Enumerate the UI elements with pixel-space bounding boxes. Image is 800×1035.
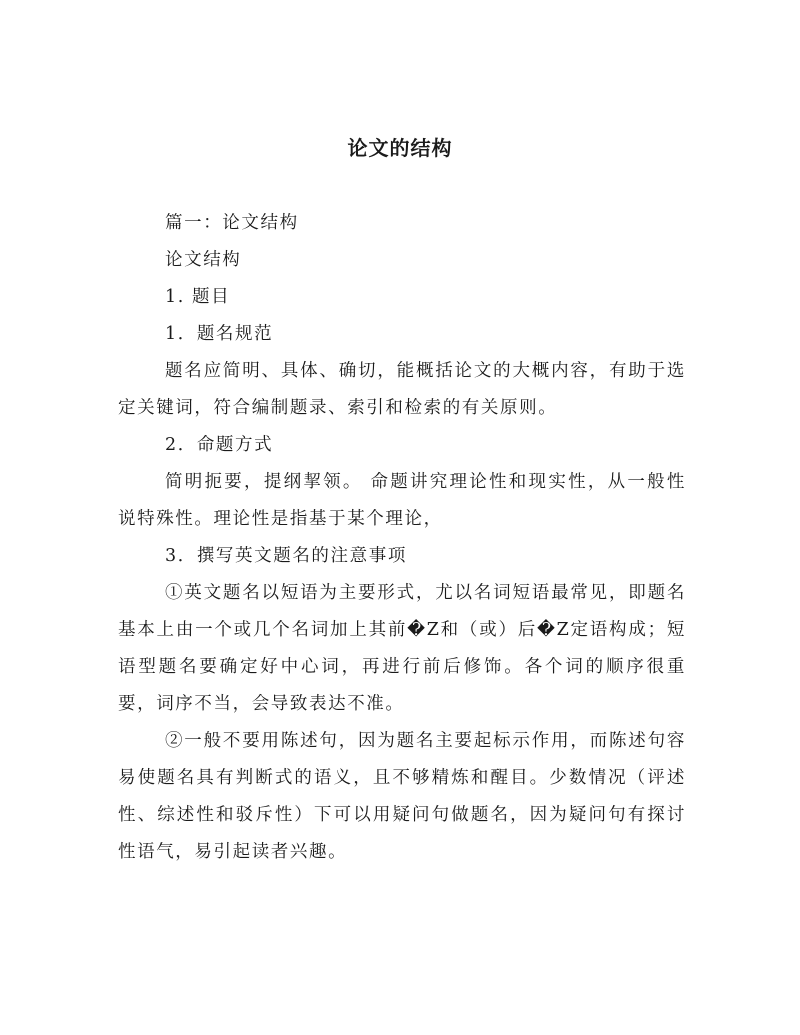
paragraph: 3．撰写英文题名的注意事项 <box>165 546 407 566</box>
paragraph: 2．命题方式 <box>165 435 274 455</box>
paragraph: 篇一：论文结构 <box>165 213 299 233</box>
paragraph: 论文结构 <box>165 250 242 270</box>
document-title: 论文的结构 <box>347 136 453 160</box>
paragraph: 1. 题目 <box>165 287 231 307</box>
paragraph: ①英文题名以短语为主要形式，尤以名词短语最常见，即题名基本上由一个或几个名词加上其前�Z和（或）后�Z定语构成；短语型题名要确定好中心词，再进行前后修饰。各个词的顺序很重要，词序不当，会导致表达不准。 <box>118 583 686 714</box>
paragraph: 简明扼要，提纲挈领。 命题讲究理论性和现实性，从一般性说特殊性。理论性是指基于某个理论， <box>118 472 686 529</box>
paragraph: ②一般不要用陈述句，因为题名主要起标示作用，而陈述句容易使题名具有判断式的语义，且不够精炼和醒目。少数情况（评述性、综述性和驳斥性）下可以用疑问句做题名，因为疑问句有探讨性语气，易引起读者兴趣。 <box>118 731 686 862</box>
paragraph: 1．题名规范 <box>165 324 274 344</box>
paragraph: 题名应简明、具体、确切，能概括论文的大概内容，有助于选定关键词，符合编制题录、索引和检索的有关原则。 <box>118 361 686 418</box>
document-body <box>118 205 686 871</box>
